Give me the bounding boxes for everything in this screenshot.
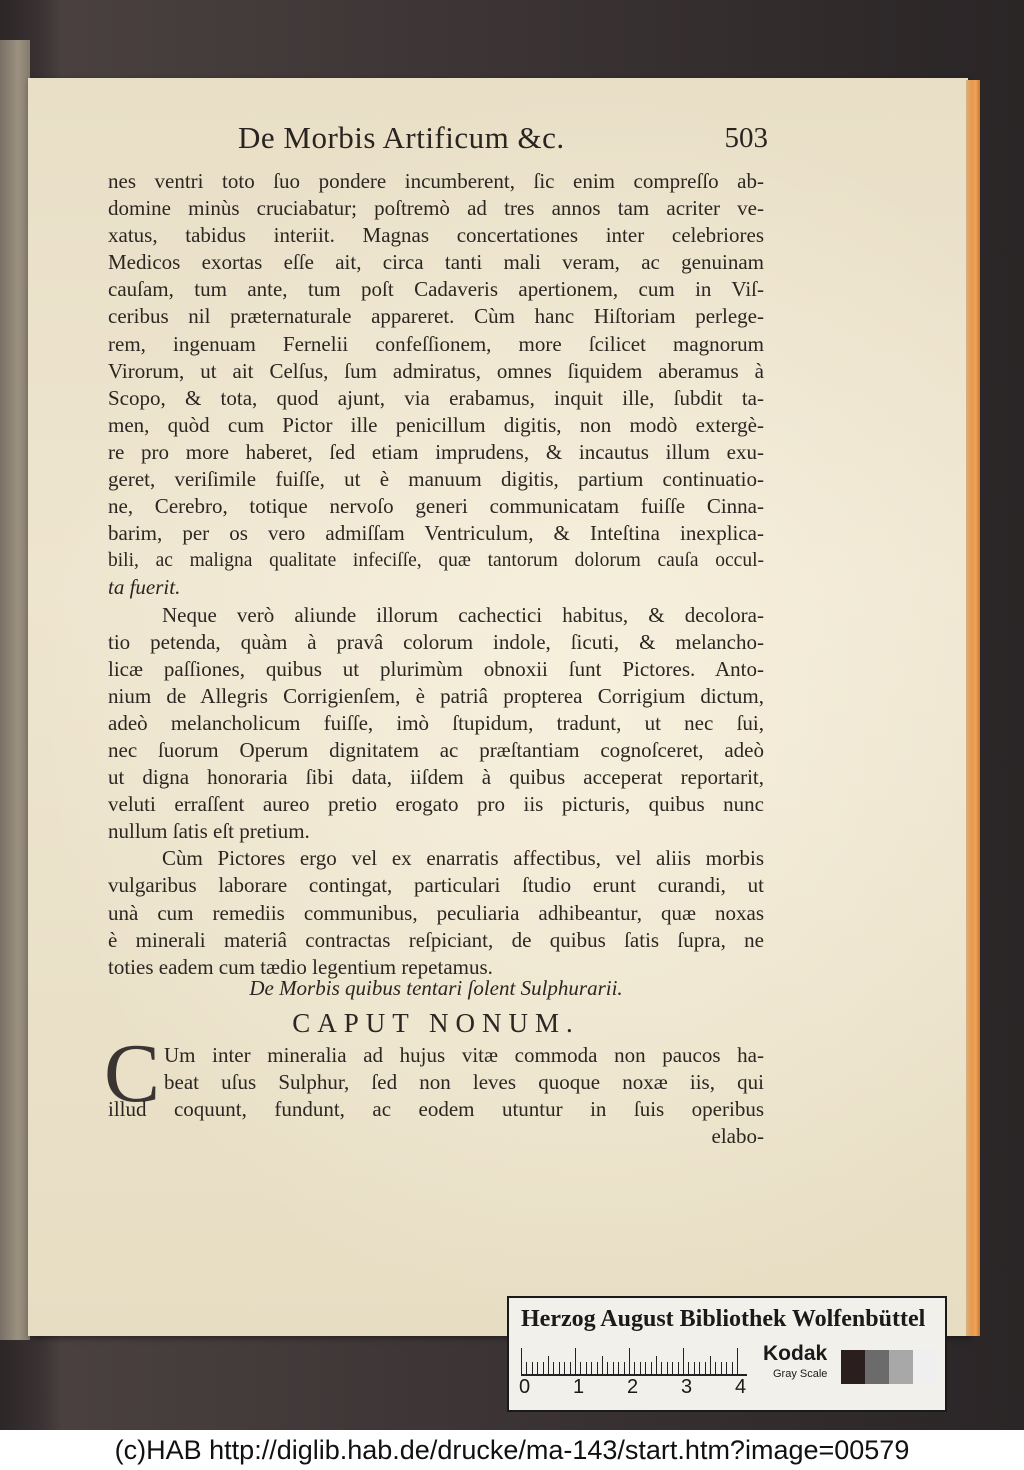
ruler-number: 1 [573,1376,585,1398]
text-line: cauſam, tum ante, tum poſt Cadaveris apertionem, cum in Viſ- [108,277,764,302]
text-line: ut digna honoraria ſibi data, iiſdem à quibus acceperat reportarit, [108,765,764,790]
gray-swatch [913,1350,937,1384]
text-line: domine minùs cruciabatur; poſtremò ad tres annos tam acriter ve- [108,196,764,221]
text-line: vulgaribus laborare contingat, particulari ſtudio erunt curandi, ut [108,873,764,898]
section-subheading: De Morbis quibus tentari ſolent Sulphurarii. [249,976,623,1000]
ruler-tick [640,1362,641,1374]
text-line: veluti erraſſent aureo pretio erogato pro iis picturis, quibus nunc [108,792,764,817]
ruler-number: 2 [627,1376,639,1398]
text-line: nullum ſatis eſt pretium. [108,819,310,844]
ruler-tick [597,1362,598,1374]
gray-scale-label: Gray Scale [773,1368,828,1380]
ruler-tick [602,1356,603,1374]
ruler-tick [613,1362,614,1374]
ruler-tick [607,1362,608,1374]
previous-page-edge [0,40,30,1340]
ruler-tick [532,1362,533,1374]
ruler-tick [634,1362,635,1374]
text-line: tio petenda, quàm à pravâ colorum indole, ſicuti, & melancho- [108,629,764,654]
ruler-tick [678,1362,679,1374]
text-line: beat uſus Sulphur, ſed non leves quoque noxæ iis, qui [164,1070,764,1095]
ruler-tick [537,1362,538,1374]
gray-swatch [889,1350,913,1384]
text-line: Neque verò aliunde illorum cachectici habitus, & decolora- [162,602,764,627]
page-fore-edge [966,80,980,1336]
ruler-tick [721,1362,722,1374]
drop-cap: C [104,1027,161,1120]
gray-swatch [841,1350,865,1384]
ruler-tick [715,1362,716,1374]
text-line: ta fuerit. [108,575,181,600]
ruler-tick [575,1348,576,1374]
ruler-tick [591,1362,592,1374]
ruler-tick [570,1362,571,1374]
text-line: nium de Allegris Corrigienſem, è patriâ propterea Corrigium dictum, [108,683,764,708]
gray-swatches [841,1350,937,1384]
text-line: Um inter mineralia ad hujus vitæ commoda non paucos ha- [164,1043,764,1067]
ruler-tick [624,1362,625,1374]
text-line: barim, per os vero admiſſam Ventriculum, & Inteſtina inexplica- [108,521,764,546]
ruler-tick [543,1362,544,1374]
running-title: De Morbis Artificum &c. [238,120,565,155]
ruler-tick [672,1362,673,1374]
text-line: ne, Cerebro, totique nervoſo generi communicatam fuiſſe Cinna- [108,494,764,519]
ruler-tick [683,1348,684,1374]
library-name: Herzog August Bibliothek Wolfenbüttel [521,1306,926,1332]
ruler-tick [553,1362,554,1374]
text-line: Medicos exortas eſſe ait, circa tanti mali veram, ac genuinam [108,250,764,275]
text-line: re pro more haberet, ſed etiam imprudens, & incautus illum exu- [108,439,764,464]
chapter-heading: CAPUT NONUM. [292,1008,580,1038]
ruler-tick [688,1362,689,1374]
text-line: toties eadem cum tædio legentium repetamus. [108,954,493,979]
gray-swatch [865,1350,889,1384]
text-line: illud coquunt, fundunt, ac eodem utuntur in ſuis operibus [108,1097,764,1122]
ruler-tick [732,1362,733,1374]
running-head [238,120,768,164]
text-line: Scopo, & tota, quod ajunt, via erabamus, inquit ille, ſubdit ta- [108,385,764,410]
ruler-tick [699,1362,700,1374]
text-line: licæ paſſiones, quibus ut plurimùm obnoxii ſunt Pictores. Anto- [108,656,764,681]
ruler-tick [710,1356,711,1374]
ruler-number: 4 [735,1376,747,1398]
ruler-tick [618,1362,619,1374]
text-line: bili, ac maligna qualitate infeciſſe, quæ tantorum dolorum cauſa occul- [108,550,764,572]
body-text [108,168,764,981]
library-color-target [507,1296,947,1412]
ruler-number: 0 [519,1376,531,1398]
text-line: unà cum remediis communibus, peculiaria adhibeantur, quæ noxas [108,900,764,925]
ruler-numbers [521,1376,761,1400]
text-line: ceribus nil præternaturale appareret. Cùm hanc Hiſtoriam perlege- [108,304,764,329]
chapter-text [108,1042,764,1150]
ruler-tick [705,1362,706,1374]
ruler-tick [564,1362,565,1374]
ruler-tick [645,1362,646,1374]
text-line: Cùm Pictores ergo vel ex enarratis affectibus, vel aliis morbis [162,846,764,871]
scale-ruler [521,1346,747,1376]
text-line: geret, veriſimile fuiſſe, ut è manuum digitis, partium continuatio- [108,467,764,492]
ruler-tick [651,1362,652,1374]
ruler-tick [661,1362,662,1374]
text-line: adeò melancholicum fuiſſe, imò ſtupidum, tradunt, ut nec ſui, [108,710,764,735]
ruler-tick [586,1362,587,1374]
page-number: 503 [724,122,768,154]
ruler-tick [580,1362,581,1374]
ruler-tick [629,1348,630,1374]
text-line: Virorum, ut ait Celſus, ſum admiratus, omnes ſiquidem aberamus à [108,358,764,383]
text-line: nes ventri toto ſuo pondere incumberent, ſic enim compreſſo ab- [108,169,764,193]
ruler-tick [559,1362,560,1374]
ruler-tick [737,1348,738,1374]
ruler-tick [694,1362,695,1374]
text-line: xatus, tabidus interiit. Magnas concertationes inter celebriores [108,223,764,248]
text-line: nec ſuorum Operum dignitatem ac præſtantiam cognoſceret, adeò [108,737,764,762]
source-url[interactable]: (c)HAB http://diglib.hab.de/drucke/ma-143/start.htm?image=00579 [0,1430,1024,1470]
ruler-tick [548,1356,549,1374]
ruler-tick [656,1356,657,1374]
ruler-tick [726,1362,727,1374]
ruler-tick [521,1348,522,1374]
text-line: men, quòd cum Pictor ille penicillum digitis, non modò extergè- [108,412,764,437]
ruler-tick [526,1362,527,1374]
ruler-number: 3 [681,1376,693,1398]
text-line: è minerali materiâ contractas reſpiciant, de quibus ſatis ſupra, ne [108,927,764,952]
catchword: elabo- [711,1124,764,1149]
text-line: rem, ingenuam Fernelii confeſſionem, more ſcilicet magnorum [108,331,764,356]
kodak-logo: Kodak [763,1342,828,1365]
ruler-tick [667,1362,668,1374]
